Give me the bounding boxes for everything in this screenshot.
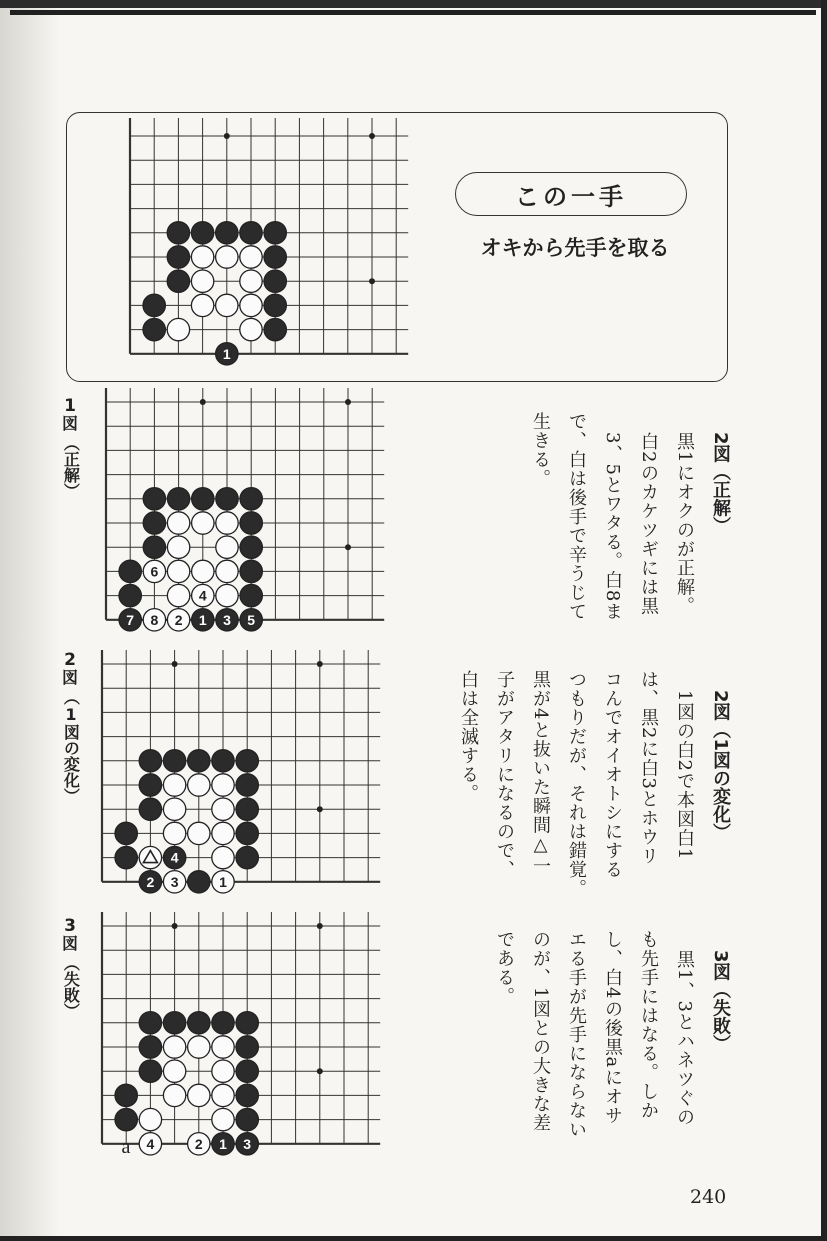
black-stone: [236, 1084, 258, 1106]
white-stone: [188, 822, 210, 844]
black-stone: [139, 1012, 161, 1034]
move-number: 5: [247, 611, 256, 628]
white-stone: [191, 270, 213, 292]
black-stone: [143, 294, 165, 316]
white-stone: [163, 774, 185, 796]
fig3-number: 3: [64, 916, 76, 936]
white-stone: [192, 512, 214, 534]
white-stone: [212, 822, 234, 844]
sec3-heading: 3図（失敗）: [710, 950, 731, 1053]
black-stone: [216, 488, 238, 510]
black-stone: [236, 750, 258, 772]
move-number: 1: [198, 611, 207, 628]
star-point: [224, 133, 230, 139]
black-stone: [264, 294, 286, 316]
black-stone: [212, 1012, 234, 1034]
white-stone: [167, 584, 189, 606]
point-label-a: a: [121, 1136, 131, 1158]
go-board-fig1: [98, 388, 388, 636]
white-stone: [240, 270, 262, 292]
white-stone: [216, 294, 238, 316]
problem-subtitle: オキから先手を取る: [480, 236, 670, 260]
black-stone: [167, 270, 189, 292]
white-stone: [240, 246, 262, 268]
sec2-line-1: 1図の白2で本図白1: [674, 690, 695, 861]
black-stone: [240, 222, 262, 244]
white-stone: [191, 246, 213, 268]
white-stone: [163, 822, 185, 844]
move-number: 1: [219, 873, 227, 890]
sec2-line-5: 黒が4と抜いた瞬間△一: [530, 670, 551, 876]
black-stone: [143, 536, 165, 558]
fig1-kanji: 図: [61, 413, 78, 433]
white-stone: [212, 1060, 234, 1082]
sec2-line-3: コんでオイオトシにする: [602, 670, 623, 879]
black-stone: [188, 871, 210, 893]
star-point: [317, 806, 323, 812]
black-stone: [240, 488, 262, 510]
white-stone: [216, 512, 238, 534]
move-number: 6: [150, 563, 159, 580]
star-point: [317, 661, 323, 667]
black-stone: [163, 1012, 185, 1034]
sec3-line-6: である。: [494, 930, 515, 1006]
black-stone: [115, 1108, 137, 1130]
black-stone: [236, 1108, 258, 1130]
black-stone: [212, 750, 234, 772]
move-number: 7: [126, 611, 135, 628]
black-stone: [216, 222, 238, 244]
move-number: 4: [170, 849, 179, 866]
black-stone: [236, 798, 258, 820]
black-stone: [167, 246, 189, 268]
white-stone: [212, 774, 234, 796]
fig1-caption: （正解）: [61, 434, 81, 499]
black-stone: [188, 750, 210, 772]
black-stone: [119, 584, 141, 606]
white-stone: [240, 294, 262, 316]
sec1-line-5: 生きる。: [530, 412, 551, 488]
star-point: [200, 399, 206, 405]
scan-bottom-border: [0, 1236, 827, 1241]
black-stone: [240, 584, 262, 606]
white-stone: [212, 1084, 234, 1106]
black-stone: [139, 798, 161, 820]
black-stone: [236, 774, 258, 796]
black-stone: [139, 1060, 161, 1082]
black-stone: [119, 560, 141, 582]
black-stone: [115, 846, 137, 868]
move-number: 1: [222, 345, 231, 362]
fig3-kanji: 図: [61, 933, 78, 953]
black-stone: [264, 318, 286, 340]
black-stone: [236, 1012, 258, 1034]
star-point: [172, 661, 178, 667]
black-stone: [191, 222, 213, 244]
white-stone: [212, 846, 234, 868]
sec3-line-3: し、白4の後黒aにオサ: [602, 930, 623, 1126]
white-stone: [192, 560, 214, 582]
black-stone: [240, 560, 262, 582]
white-stone: [163, 1060, 185, 1082]
black-stone: [236, 846, 258, 868]
sec3-line-1: 黒1、3とハネツぐの: [674, 950, 695, 1127]
white-stone: [188, 1084, 210, 1106]
white-stone: [167, 318, 189, 340]
black-stone: [115, 822, 137, 844]
star-point: [317, 923, 323, 929]
black-stone: [115, 1084, 137, 1106]
white-stone: [163, 1084, 185, 1106]
sec1-line-2: 白2のカケツギには黒: [638, 432, 659, 616]
sec3-line-5: のが、1図との大きな差: [530, 930, 551, 1133]
move-number: 3: [243, 1135, 252, 1152]
white-stone: [167, 536, 189, 558]
white-stone: [212, 1108, 234, 1130]
sec1-line-3: 3、5とワタる。白8ま: [602, 432, 623, 622]
black-stone: [139, 1036, 161, 1058]
move-number: 1: [219, 1135, 227, 1152]
black-stone: [264, 222, 286, 244]
sec2-line-7: 白は全滅する。: [458, 670, 479, 803]
black-stone: [167, 222, 189, 244]
move-number: 3: [170, 873, 179, 890]
page-gutter-shadow: [0, 0, 60, 1241]
page-number: 240: [690, 1186, 727, 1208]
scan-top-border: [0, 0, 827, 8]
move-number: 4: [198, 587, 207, 604]
go-board-fig2: [96, 650, 386, 896]
black-stone: [236, 1036, 258, 1058]
move-number: 2: [146, 873, 155, 890]
white-stone: [240, 318, 262, 340]
black-stone: [188, 1012, 210, 1034]
fig1-number: 1: [64, 396, 76, 416]
star-point: [345, 544, 351, 550]
white-stone: [167, 560, 189, 582]
black-stone: [264, 270, 286, 292]
star-point: [369, 133, 375, 139]
white-stone: [216, 560, 238, 582]
star-point: [172, 923, 178, 929]
move-number: 2: [194, 1135, 203, 1152]
fig3-label: [58, 918, 82, 1019]
black-stone: [264, 246, 286, 268]
black-stone: [192, 488, 214, 510]
page-top-rule: [10, 10, 816, 15]
white-stone: [212, 1036, 234, 1058]
go-board-main: [120, 118, 420, 370]
black-stone: [240, 536, 262, 558]
fig2-caption: （1図の変化）: [61, 688, 81, 804]
star-point: [317, 1068, 323, 1074]
black-stone: [163, 750, 185, 772]
white-stone: [216, 536, 238, 558]
black-stone: [236, 822, 258, 844]
fig3-caption: （失敗）: [61, 954, 81, 1019]
move-number: 3: [223, 611, 231, 628]
sec2-line-2: は、黒2に白3とホウリ: [638, 670, 659, 866]
sec3-line-2: も先手にはなる。しか: [638, 930, 659, 1120]
fig1-label: [58, 398, 82, 499]
fig2-label: [58, 652, 82, 804]
star-point: [345, 399, 351, 405]
fig2-kanji: 図: [61, 667, 78, 687]
black-stone: [139, 750, 161, 772]
sec2-line-4: つもりだが、それは錯覚。: [566, 670, 587, 898]
black-stone: [143, 488, 165, 510]
black-stone: [143, 318, 165, 340]
fig2-number: 2: [64, 650, 76, 670]
sec1-line-4: で、白は後手で辛うじて: [566, 412, 587, 621]
scan-right-border: [821, 0, 827, 1241]
black-stone: [236, 1060, 258, 1082]
sec1-heading: 2図（正解）: [710, 432, 731, 535]
white-stone: [188, 774, 210, 796]
sec2-heading: 2図（1図の変化）: [710, 690, 731, 842]
white-stone: [212, 798, 234, 820]
white-stone: [191, 294, 213, 316]
move-number: 4: [146, 1135, 155, 1152]
white-stone: [163, 798, 185, 820]
black-stone: [143, 512, 165, 534]
white-stone: [216, 246, 238, 268]
move-number: 8: [150, 611, 159, 628]
white-stone: [163, 1036, 185, 1058]
star-point: [369, 278, 375, 284]
black-stone: [240, 512, 262, 534]
white-stone: [139, 1108, 161, 1130]
go-board-fig3: [96, 912, 386, 1162]
sec3-line-4: エる手が先手にならない: [566, 930, 587, 1139]
problem-title: この一手: [455, 172, 687, 216]
black-stone: [167, 488, 189, 510]
sec1-line-1: 黒1にオクのが正解。: [674, 432, 695, 616]
move-number: 2: [174, 611, 183, 628]
sec2-line-6: 子がアタリになるので、: [494, 670, 515, 879]
black-stone: [139, 774, 161, 796]
white-stone: [167, 512, 189, 534]
white-stone: [216, 584, 238, 606]
white-stone: [188, 1036, 210, 1058]
